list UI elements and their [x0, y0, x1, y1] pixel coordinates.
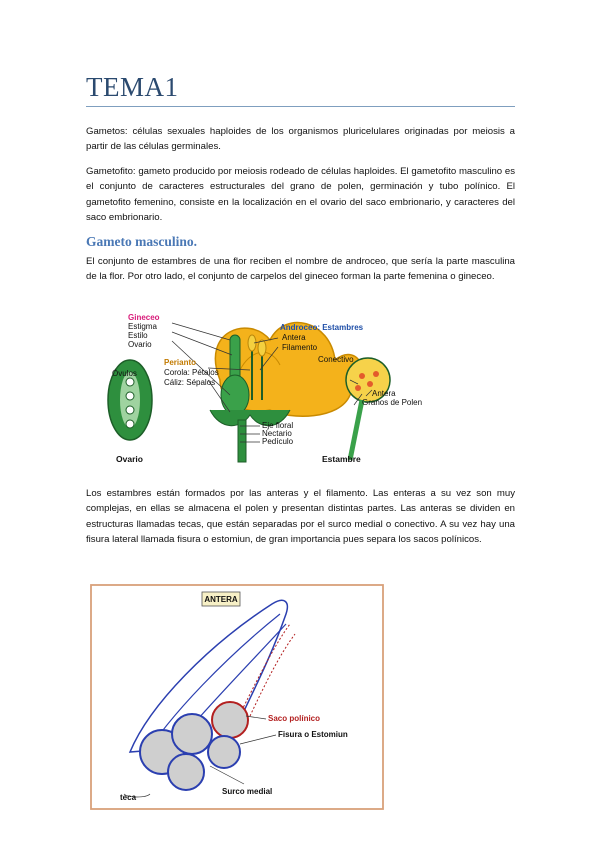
label-corola: Corola: Pétalos: [164, 368, 219, 377]
label-pediculo: Pedículo: [262, 437, 294, 446]
label-estigma: Estigma: [128, 322, 157, 331]
label-perianto: Perianto: [164, 358, 197, 367]
paragraph-estambres: Los estambres están formados por las anteras y el filamento. Las enteras a su vez son muy complejas, en ellas se almacena el polen y presentan distintas partes. Las anteras se dividen en estructuras llamadas tecas, que están separadas por el surco medial o conectivo. A su vez hay una fisura lateral llamada fisura o estomiun, de gran importancia pues separa los sacos polínicos.: [86, 488, 515, 546]
label-antera: Antera: [282, 333, 306, 342]
label-surco-medial: Surco medial: [222, 787, 273, 796]
caption-ovario: Ovario: [116, 454, 143, 464]
page-title: TEMA1: [86, 72, 179, 102]
label-nectario: Nectario: [262, 429, 292, 438]
label-ovario: Ovario: [128, 340, 152, 349]
label-ovulos: Óvulos: [112, 369, 137, 378]
label-saco-polinico: Saco polínico: [268, 714, 321, 723]
label-granos-de-polen: Granos de Polen: [362, 398, 423, 407]
label-antera-2: Antera: [372, 389, 396, 398]
pollen-sac-2: [172, 714, 212, 754]
title-underline: [86, 106, 515, 107]
label-conectivo: Conectivo: [318, 355, 354, 364]
label-fisura: Fisura o Estomiun: [278, 730, 348, 739]
label-caliz: Cáliz: Sépalos: [164, 378, 216, 387]
section-heading-gameto-masculino: Gameto masculino.: [86, 234, 197, 249]
paragraph-gametofito: Gametofito: gameto producido por meiosis rodeado de células haploides. El gametofito masculino es el conjunto de caracteres estructurales del grano de polen, germinación y tubo polínico. El gametofito femenino, consiste en la localización en el ovario del saco embrionario, y caracteres del saco embrionario.: [86, 166, 515, 224]
pollen-sac-3: [168, 754, 204, 790]
label-filamento: Filamento: [282, 343, 318, 352]
label-eje-floral: Eje floral: [262, 421, 294, 430]
anther-figure: [90, 584, 384, 810]
paragraph-androceo: El conjunto de estambres de una flor reciben el nombre de androceo, que sería la parte masculina de la flor. Por otro lado, el conjunto de carpelos del gineceo forman la parte femenina o gineceo.: [86, 256, 515, 283]
caption-estambre: Estambre: [322, 454, 361, 464]
anther-title: ANTERA: [204, 595, 238, 604]
paragraph-gametos: Gametos: células sexuales haploides de los organismos pluricelulares originadas por meiosis a partir de las células germinales.: [86, 126, 515, 153]
pollen-sac-4: [212, 702, 248, 738]
label-gineceo: Gineceo: [128, 313, 160, 322]
anther-figure-frame: [91, 585, 383, 809]
flower-anatomy-figure: [100, 310, 520, 470]
pollen-sac-5: [208, 736, 240, 768]
label-estilo: Estilo: [128, 331, 148, 340]
label-teca: teca: [120, 793, 137, 802]
label-androceo: Androceo: Estambres: [280, 323, 364, 332]
